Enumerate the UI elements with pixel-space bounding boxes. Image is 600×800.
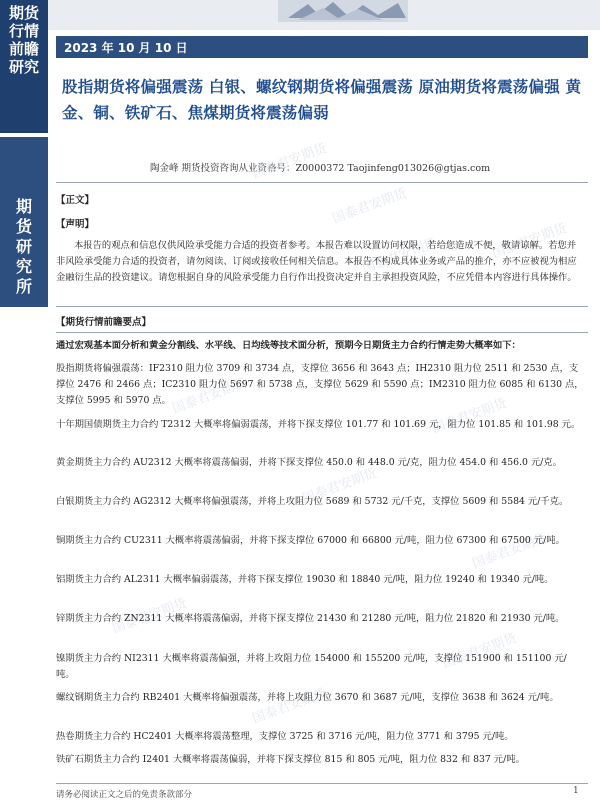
watermark: 国泰君安期货 (110, 595, 189, 637)
date-bar (56, 36, 588, 58)
sidebar (0, 0, 48, 800)
watermark: 国泰君安期货 (300, 465, 379, 507)
outlook-item-rebar: 螺纹钢期货主力合约 RB2401 大概率将偏强震荡，并将上攻阻力位 3670 和 3687 元/吨，支撑位 3638 和 3624 元/吨。 (56, 692, 559, 703)
section-rule (56, 332, 588, 333)
outlook-item-hot-coil: 热卷期货主力合约 HC2401 大概率将震荡整理，支撑位 3725 和 3716 元/吨，阻力位 3771 和 3795 元/吨。 (56, 731, 514, 742)
outlook-intro: 通过宏观基本面分析和黄金分割线、水平线、日均线等技术面分析，预期今日期货主力合约行情走势大概率如下： (56, 340, 521, 351)
outlook-item-iron-ore: 铁矿石期货主力合约 I2401 大概率将震荡偏弱，并将下探支撑位 815 和 805 元/吨，阻力位 832 和 837 元/吨。 (56, 754, 525, 765)
outlook-item-aluminum: 铝期货主力合约 AL2311 大概率偏弱震荡，并将下探支撑位 19030 和 18840 元/吨，阻力位 19240 和 19340 元/吨。 (56, 574, 554, 585)
header-decoration-icon (278, 0, 408, 22)
outlook-item-silver: 白银期货主力合约 AG2312 大概率将偏强震荡，并将上攻阻力位 5689 和 5732 元/千克，支撑位 5609 和 5584 元/千克。 (56, 496, 569, 507)
page-number: 1 (573, 786, 579, 796)
watermark: 国泰君安期货 (490, 220, 569, 262)
watermark: 国泰君安期货 (250, 140, 329, 182)
watermark: 国泰君安期货 (470, 530, 549, 572)
footer-disclaimer: 请务必阅读正文之后的免责条款部分 (56, 790, 193, 800)
outlook-item-gold: 黄金期货主力合约 AU2312 大概率将震荡偏弱，并将下探支撑位 450.0 和 448.0 元/克，阻力位 454.0 和 456.0 元/克。 (56, 457, 562, 468)
watermark: 国泰君安期货 (250, 685, 329, 727)
watermark: 国泰君安期货 (440, 630, 519, 672)
watermark: 国泰君安期货 (360, 235, 439, 277)
section-outlook-label: 【期货行情前瞻要点】 (56, 317, 152, 328)
sidebar-bottom-label: 期货研究所 (15, 197, 32, 296)
sidebar-top-band (0, 0, 48, 133)
watermark: 国泰君安期货 (430, 395, 509, 437)
outlook-item-zinc: 锌期货主力合约 ZN2311 大概率将震荡偏弱，并将下探支撑位 21430 和 21280 元/吨，阻力位 21820 和 21930 元/吨。 (56, 613, 565, 624)
outlook-item-bond: 十年期国债期货主力合约 T2312 大概率将偏弱震荡，并将下探支撑位 101.77 和 101.69 元，阻力位 101.85 和 101.98 元。 (56, 419, 581, 430)
report-title: 股指期货将偏强震荡 白银、螺纹钢期货将偏强震荡 原油期货将震荡偏强 黄金、铜、铁矿石、焦煤期货将震荡偏弱 (62, 77, 582, 122)
outlook-item-index: 股指期货将偏强震荡：IF2310 阻力位 3709 和 3734 点，支撑位 3656 和 3643 点；IH2310 阻力位 2511 和 2530 点，支撑位 2476 和 2466 点；IC2310 阻力位 5697 和 5738 点，支撑位 5629 和 5590 点；IM2310 阻力位 6085 和 6130 点，支撑位 5995 和 5970 点。 (56, 363, 584, 406)
report-date: 2023 年 10 月 10 日 (64, 41, 188, 55)
outlook-item-copper: 铜期货主力合约 CU2311 大概率将震荡偏弱，并将下探支撑位 67000 和 66800 元/吨，阻力位 67300 和 67500 元/吨。 (56, 535, 565, 546)
sidebar-bottom-band (0, 137, 48, 307)
section-body-label: 【正文】 (56, 195, 95, 206)
outlook-item-nickel: 镍期货主力合约 NI2311 大概率将震荡偏强，并将上攻阻力位 154000 和 155200 元/吨，支撑位 151900 和 151100 元/吨。 (56, 653, 567, 680)
section-statement-label: 【声明】 (56, 219, 95, 230)
header-band (48, 0, 600, 30)
section-rule (56, 306, 588, 307)
watermark: 国泰君安期货 (170, 375, 249, 417)
author-line: 陶金峰 期货投资咨询从业资格号：Z0000372 Taojinfeng013026@gtjas.com (150, 163, 491, 174)
watermark: 国泰君安期货 (330, 185, 409, 227)
sidebar-top-label: 期货行情前瞻研究 (9, 4, 40, 76)
statement-text: 本报告的观点和信息仅供风险承受能力合适的投资者参考。本报告难以设置访问权限，若给您造成不便，敬请谅解。若您并非风险承受能力合适的投资者，请勿阅读、订阅或接收任何相关信息。本报告不构成具体业务或产品的推介，亦不应被视为相应金融衍生品的投资建议。请您根据自身的风险承受能力自行作出投资决定并自主承担投资风险，不应凭借本内容进行具体操作。 (56, 240, 577, 283)
footer-rule (56, 783, 588, 784)
header-rule (56, 182, 588, 183)
